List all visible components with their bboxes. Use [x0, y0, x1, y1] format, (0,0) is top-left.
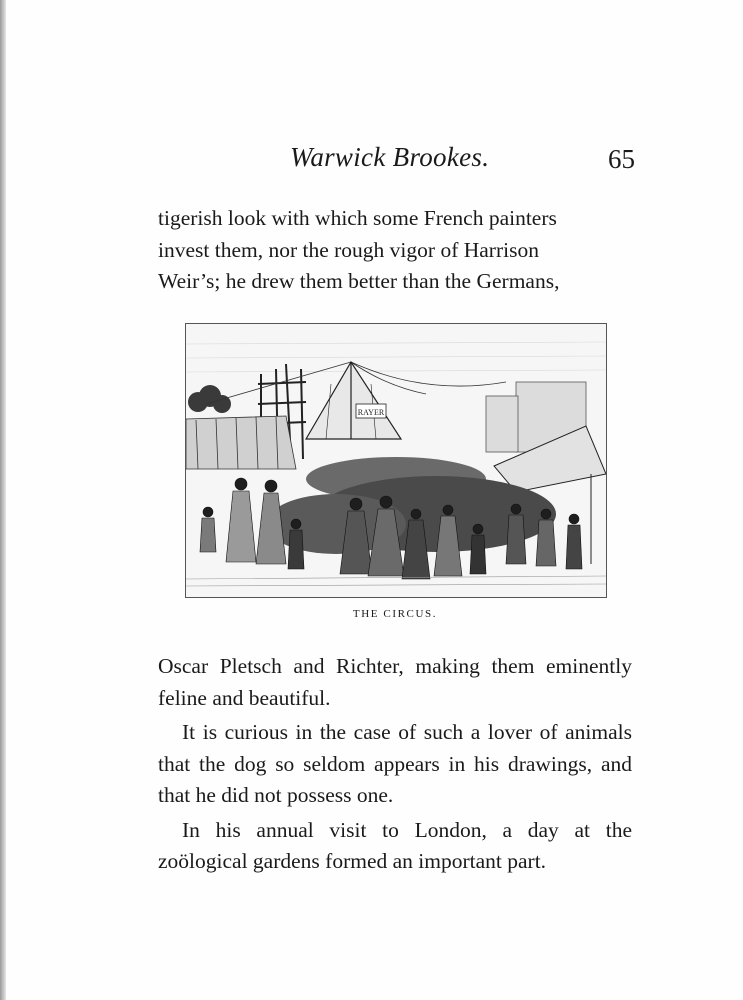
- page-number: 65: [608, 144, 635, 174]
- text-line: invest them, nor the rough vigor of Harrison: [158, 237, 539, 262]
- text-line: Weir’s; he drew them better than the Germans,: [158, 269, 560, 293]
- circus-engraving: [186, 324, 606, 597]
- page-binding-edge: [0, 0, 6, 1000]
- running-head: [160, 140, 635, 180]
- tent-sign: RAYER: [357, 408, 385, 417]
- paragraph: In his annual visit to London, a day at the zoölogical gardens formed an important part.: [158, 817, 632, 873]
- text-block-top: [158, 203, 632, 298]
- paragraph: Oscar Pletsch and Richter, making them eminently feline and beautiful.: [158, 654, 632, 710]
- figure-caption: THE CIRCUS.: [352, 608, 438, 620]
- text-line: tigerish look with which some French painters: [158, 206, 557, 230]
- paragraph: It is curious in the case of such a lover of animals that the dog so seldom appears in his drawings, and that he did not possess one.: [158, 720, 632, 807]
- running-title: Warwick Brookes.: [290, 142, 490, 172]
- text-block-bottom: [158, 651, 632, 878]
- circus-illustration: [185, 323, 607, 598]
